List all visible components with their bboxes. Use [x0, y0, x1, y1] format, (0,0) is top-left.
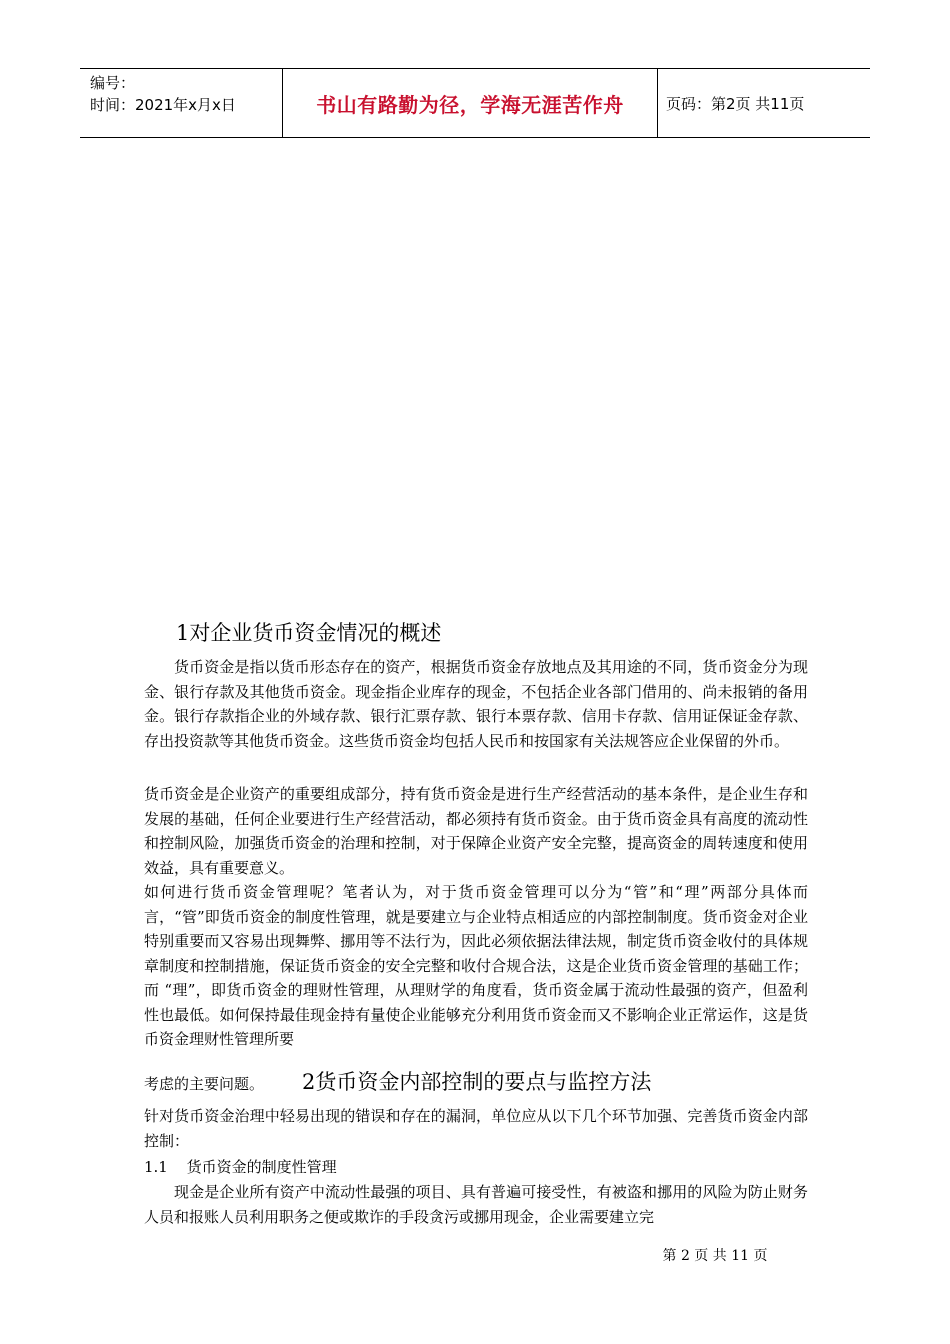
- section-transition-line: [144, 1066, 808, 1096]
- section1-title: 1对企业货币资金情况的概述: [176, 621, 442, 645]
- section1-paragraph-2: 货币资金是企业资产的重要组成部分，持有货币资金是进行生产经营活动的基本条件，是企业生存和发展的基础，任何企业要进行生产经营活动，都必须持有货币资金。由于货币资金具有高度的流动性和控制风险，加强货币资金的治理和控制，对于保障企业资产安全完整，提高资金的周转速度和使用效益，具有重要意义。: [144, 785, 808, 877]
- time-label: 时间：2021年x月x日: [90, 96, 236, 114]
- subsection-number: 1.1: [144, 1158, 168, 1176]
- section2-title: 2货币资金内部控制的要点与监控方法: [302, 1070, 652, 1094]
- subsection-title: 货币资金的制度性管理: [186, 1158, 337, 1176]
- section1-paragraph-3-end: 考虑的主要问题。: [144, 1075, 265, 1093]
- header-table: [80, 68, 870, 138]
- header-meta: [80, 69, 282, 137]
- header-motto: [282, 69, 658, 137]
- number-label: 编号：: [90, 74, 136, 92]
- section1-paragraph-3: 如何进行货币资金管理呢？笔者认为，对于货币资金管理可以分为“管”和“理”两部分具体而言，“管”即货币资金的制度性管理，就是要建立与企业特点相适应的内部控制制度。货币资金对企业特别重要而又容易出现舞弊、挪用等不法行为，因此必须依据法律法规，制定货币资金收付的具体规章制度和控制措施，保证货币资金的安全完整和收付合规合法，这是企业货币资金管理的基础工作；而 “理”，即货币资金的理财性管理，从理财学的角度看，货币资金属于流动性最强的资产，但盈利性也最低。如何保持最佳现金持有量使企业能够充分利用货币资金而又不影响企业正常运作，这是货币资金理财性管理所要: [144, 883, 808, 1048]
- section2-paragraph-1: 针对货币资金治理中轻易出现的错误和存在的漏洞，单位应从以下几个环节加强、完善货币资金内部控制：: [144, 1107, 808, 1150]
- section2-paragraph-2: 现金是企业所有资产中流动性最强的项目、具有普遍可接受性，有被盗和挪用的风险为防止财务人员和报账人员利用职务之便或欺诈的手段贪污或挪用现金，企业需要建立完: [144, 1183, 808, 1226]
- page-footer: [0, 1245, 950, 1265]
- header-page-info: 页码：第2页 共11页: [666, 94, 805, 113]
- section1-paragraph-1: 货币资金是指以货币形态存在的资产，根据货币资金存放地点及其用途的不同，货币资金分为现金、银行存款及其他货币资金。现金指企业库存的现金，不包括企业各部门借用的、尚未报销的备用金。银行存款指企业的外域存款、银行汇票存款、银行本票存款、信用卡存款、信用证保证金存款、存出投资款等其他货币资金。这些货币资金均包括人民币和按国家有关法规答应企业保留的外币。: [144, 658, 808, 750]
- motto-text: 书山有路勤为径，学海无涯苦作舟: [316, 92, 624, 117]
- footer-page-number: 第 2 页 共 11 页: [662, 1248, 768, 1264]
- subsection-1-1: [144, 1155, 337, 1179]
